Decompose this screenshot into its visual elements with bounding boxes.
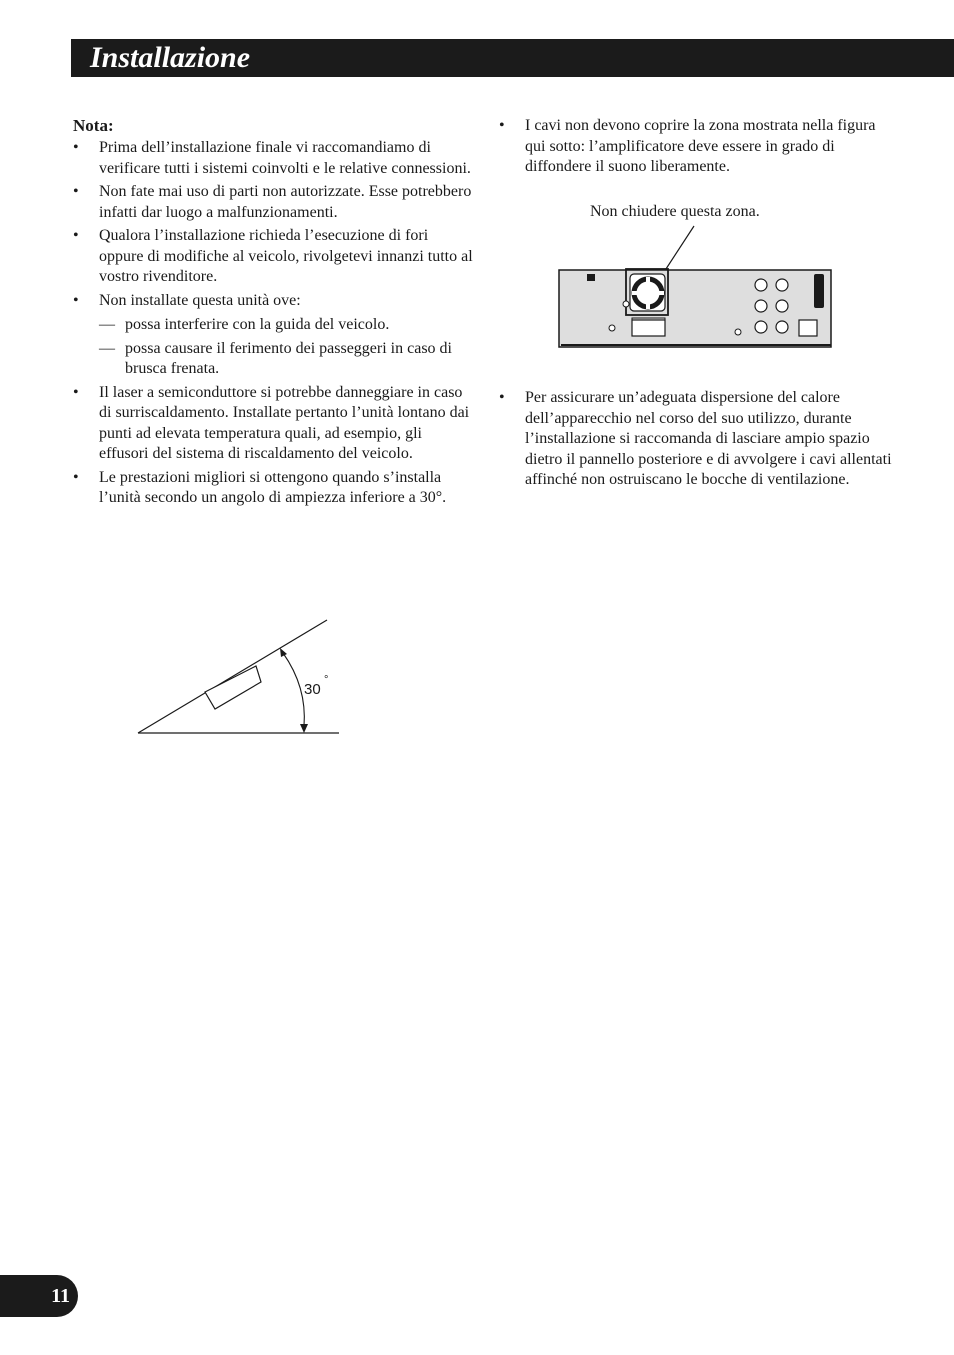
bullet-mark: •: [499, 389, 505, 406]
page-number: 11: [51, 1285, 70, 1307]
rca-jack: [755, 279, 767, 291]
sub-item: [99, 315, 473, 336]
note-item: [73, 383, 473, 465]
dash-mark: —: [99, 316, 115, 333]
sub-item: [99, 339, 473, 380]
rear-panel-figure: [556, 222, 836, 352]
right-column-lower: [499, 388, 899, 494]
note-text: I cavi non devono coprire la zona mostrata nella figura qui sotto: l’amplificatore deve essere in grado di diffondere il suono liberamente.: [525, 117, 876, 175]
note-item: [73, 468, 473, 509]
rca-jack: [776, 279, 788, 291]
small-hole: [623, 301, 629, 307]
rear-panel: [559, 270, 831, 347]
header-bar: [71, 39, 954, 77]
note-text: Qualora l’installazione richieda l’esecuzione di fori oppure di modifiche al veicolo, rivolgetevi innanzi tutto al vostro rivenditore.: [99, 227, 473, 285]
note-text: Non installate questa unità ove:: [99, 291, 301, 309]
note-text: Non fate mai uso di parti non autorizzate. Esse potrebbero infatti dar luogo a malfunzionamenti.: [99, 183, 472, 221]
dash-mark: —: [99, 339, 115, 357]
note-text: Prima dell’installazione finale vi raccomandiamo di verificare tutti i sistemi coinvolti e le relative connessioni.: [99, 139, 471, 177]
square-port: [799, 320, 817, 336]
note-item: [73, 182, 473, 223]
note-item: [499, 388, 899, 491]
note-item: [73, 291, 473, 380]
note-item: [499, 116, 899, 178]
mounting-angle-figure: [130, 612, 350, 742]
page-number-tab: [0, 1275, 78, 1317]
bullet-mark: •: [73, 383, 79, 401]
sub-text: possa causare il ferimento dei passeggeri in caso di brusca frenata.: [125, 339, 452, 377]
note-text: Il laser a semiconduttore si potrebbe danneggiare in caso di surriscaldamento. Installate pertanto l’unità lontano dai punti ad elevata temperatura quali, ad esempio, gli effusori del sistema di riscaldamento del veicolo.: [99, 383, 470, 462]
note-item: [73, 138, 473, 179]
connector-port: [632, 320, 665, 336]
bullet-mark: •: [73, 139, 79, 156]
rca-jack: [776, 321, 788, 333]
angle-label: 30: [304, 681, 321, 698]
rca-jack: [755, 300, 767, 312]
left-column: [73, 116, 473, 512]
note-text: Per assicurare un’adeguata dispersione del calore dell’apparecchio nel corso del suo utilizzo, durante l’installazione si raccomanda di lasciare ampio spazio dietro il pannello posteriore e di avvolgere i cavi allentati affinché non ostruiscano le bocche di ventilazione.: [525, 389, 892, 488]
note-heading: Nota:: [73, 116, 114, 135]
rca-jack: [755, 321, 767, 333]
sub-list: [99, 315, 473, 380]
rca-jack: [776, 300, 788, 312]
bullet-mark: •: [499, 117, 505, 134]
arrow-head-top: [280, 648, 287, 657]
callout-line: [664, 226, 694, 272]
inclined-line: [138, 620, 327, 733]
unit-rectangle: [205, 666, 261, 709]
right-column: [499, 116, 899, 181]
angle-arc: [283, 653, 304, 726]
small-hole: [735, 329, 741, 335]
right-list-lower: [499, 388, 899, 491]
figure-caption: Non chiudere questa zona.: [590, 203, 760, 220]
note-item: [73, 226, 473, 288]
small-hole: [609, 325, 615, 331]
bullet-mark: •: [73, 468, 79, 486]
degree-sign: °: [324, 674, 329, 686]
arrow-head-bottom: [300, 724, 308, 733]
black-connector: [814, 274, 824, 308]
bullet-mark: •: [73, 183, 79, 200]
panel-square-mark: [587, 274, 595, 281]
bullet-mark: •: [73, 291, 79, 309]
bullet-mark: •: [73, 227, 79, 244]
right-list: [499, 116, 899, 178]
sub-text: possa interferire con la guida del veicolo.: [125, 316, 390, 333]
page-title: Installazione: [90, 41, 251, 74]
note-list: [73, 138, 473, 509]
note-text: Le prestazioni migliori si ottengono quando s’installa l’unità secondo un angolo di ampiezza inferiore a 30°.: [99, 468, 447, 506]
